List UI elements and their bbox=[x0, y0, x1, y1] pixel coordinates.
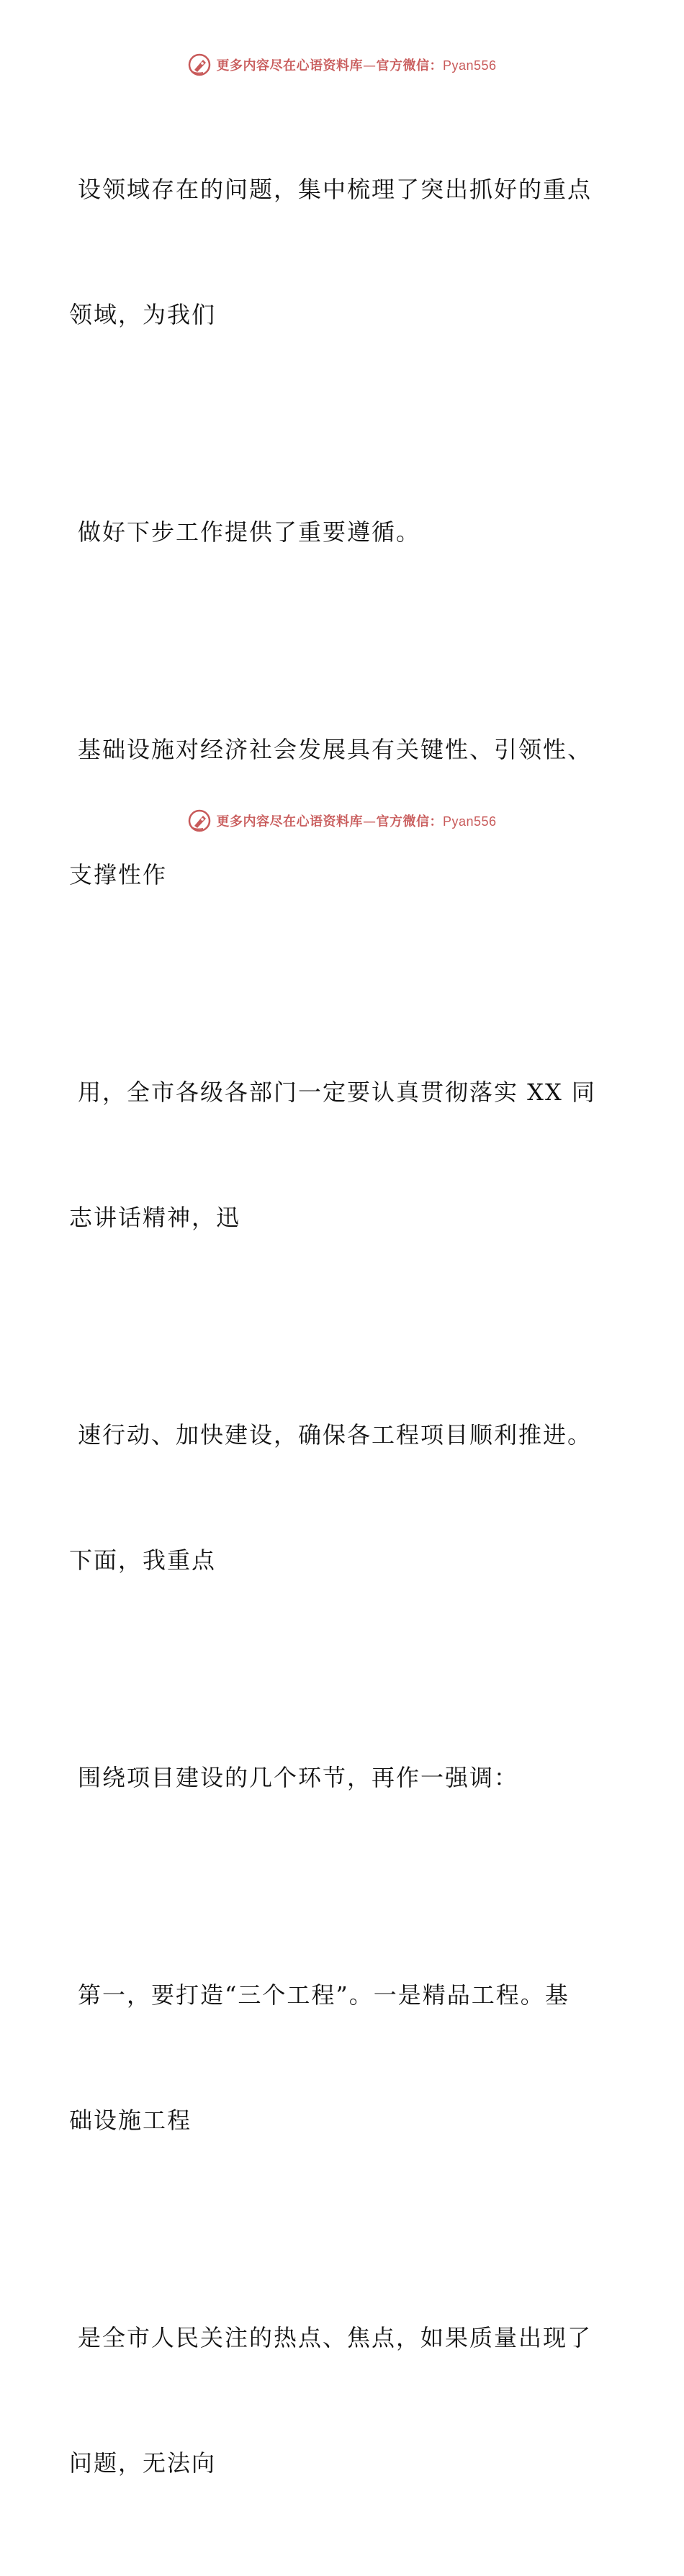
paragraph-line: 志讲话精神，迅 bbox=[69, 1204, 241, 1231]
document-body bbox=[69, 85, 602, 2576]
paragraph bbox=[69, 428, 602, 636]
paragraph bbox=[69, 85, 602, 419]
watermark-handle: Pyan556 bbox=[442, 58, 497, 73]
paragraph bbox=[69, 988, 602, 1322]
watermark-text bbox=[216, 55, 496, 74]
watermark-separator: — bbox=[362, 814, 377, 829]
pen-nib-logo-icon bbox=[187, 809, 212, 833]
watermark-prefix: 更多内容尽在心语资料库 bbox=[216, 58, 363, 73]
paragraph-line: 领域，为我们 bbox=[69, 301, 217, 328]
header-watermark bbox=[0, 50, 684, 79]
paragraph bbox=[69, 1673, 602, 1882]
paragraph-line: 设领域存在的问题，集中梳理了突出抓好的重点 bbox=[78, 176, 593, 203]
paragraph-line: 基础设施对经济社会发展具有关键性、引领性、 bbox=[78, 736, 593, 763]
paragraph-line: 问题，无法向 bbox=[69, 2449, 217, 2477]
footer-watermark bbox=[0, 806, 684, 835]
paragraph bbox=[69, 2233, 602, 2567]
watermark-text bbox=[216, 811, 496, 830]
paragraph bbox=[69, 1330, 602, 1665]
paragraph-line: 做好下步工作提供了重要遵循。 bbox=[78, 518, 421, 546]
paragraph-line: 围绕项目建设的几个环节，再作一强调： bbox=[78, 1764, 519, 1791]
watermark-suffix: 官方微信： bbox=[376, 814, 443, 829]
pen-nib-logo-icon bbox=[187, 53, 212, 77]
paragraph-line: 础设施工程 bbox=[69, 2107, 192, 2134]
watermark-prefix: 更多内容尽在心语资料库 bbox=[216, 814, 363, 829]
watermark-handle: Pyan556 bbox=[442, 814, 497, 829]
watermark-suffix: 官方微信： bbox=[376, 58, 443, 73]
paragraph-line: 支撑性作 bbox=[69, 861, 168, 888]
paragraph-line: 第一，要打造“三个工程”。一是精品工程。基 bbox=[78, 1981, 570, 2009]
paragraph-line: 速行动、加快建设，确保各工程项目顺利推进。 bbox=[78, 1421, 593, 1449]
paragraph-line: 是全市人民关注的热点、焦点，如果质量出现了 bbox=[78, 2324, 593, 2351]
watermark-separator: — bbox=[362, 58, 377, 73]
paragraph bbox=[69, 1891, 602, 2225]
paragraph-line: 用，全市各级各部门一定要认真贯彻落实 XX 同 bbox=[78, 1078, 596, 1106]
paragraph-line: 下面，我重点 bbox=[69, 1546, 217, 1574]
